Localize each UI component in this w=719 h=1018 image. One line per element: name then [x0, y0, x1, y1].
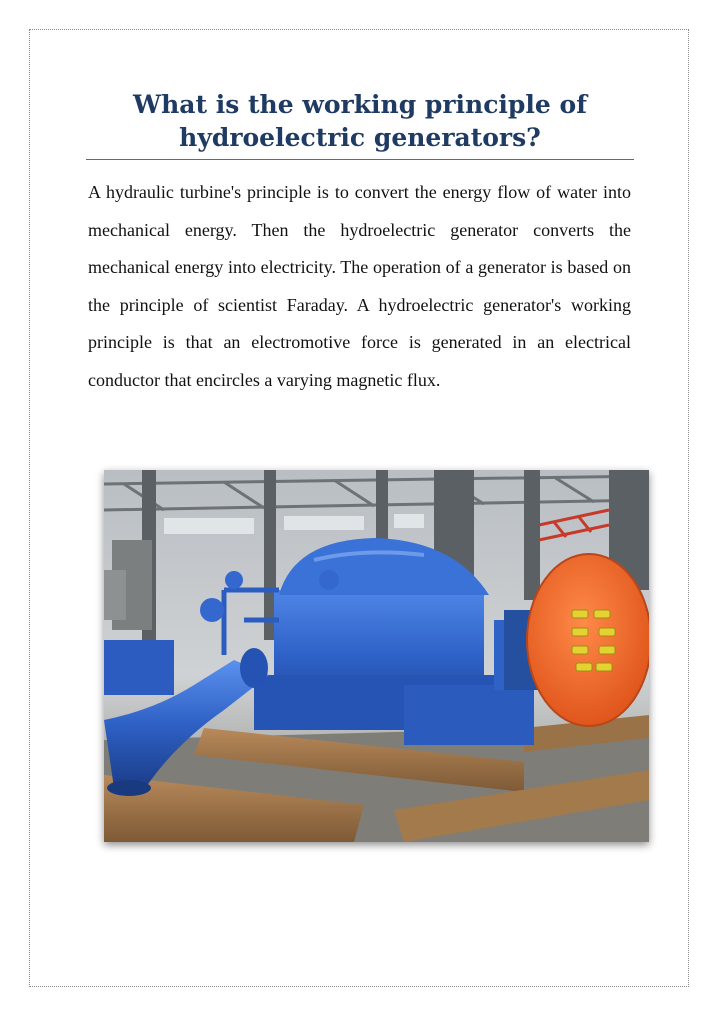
orange-coupling-flange — [527, 554, 649, 726]
hydroelectric-generator-photo — [104, 470, 649, 842]
title-divider — [86, 159, 634, 160]
body-paragraph: A hydraulic turbine's principle is to convert the energy flow of water into mechanical energy. Then the hydroelectric generator converts the mechanical energy into electricity. The operation of a generator is based on the principle of scientist Faraday. A hydroelectric generator's working principle is that an electromotive force is generated in an electrical conductor that encircles a varying magnetic flux. — [88, 182, 631, 390]
page-title: What is the working principle of hydroelectric generators? — [133, 90, 587, 152]
